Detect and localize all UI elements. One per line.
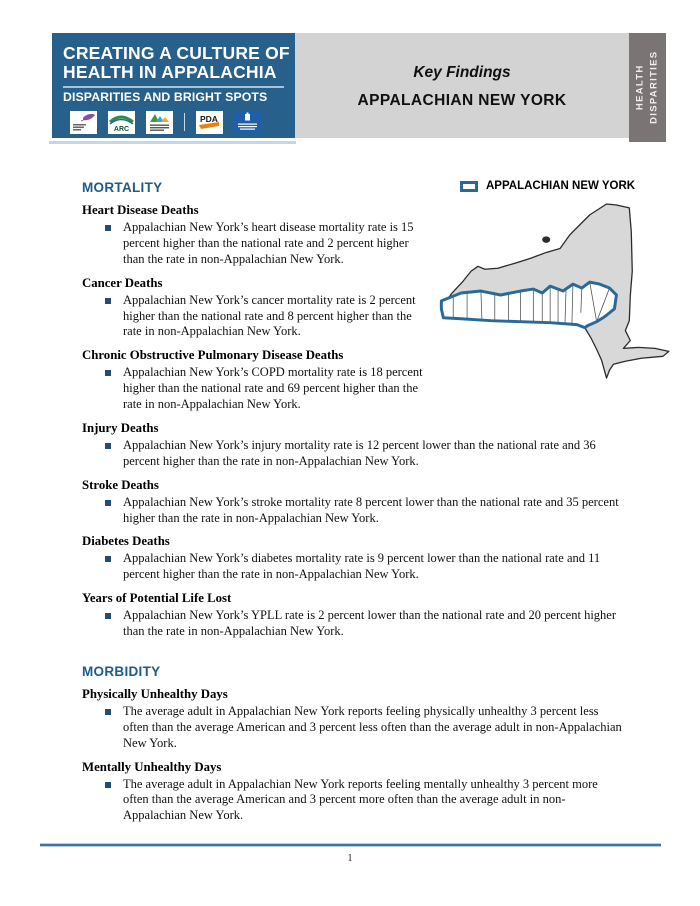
item-text: The average adult in Appalachian New York reports feeling mentally unhealthy 3 percent more often than the average American and 3 percent more often than the average adult in non-Appalachian New York. xyxy=(123,776,598,823)
square-bullet-icon xyxy=(105,443,111,449)
item-text: Appalachian New York’s YPLL rate is 2 percent lower than the national rate and 20 percent higher than the rate in non-Appalachian New York. xyxy=(123,608,617,638)
item-title: Injury Deaths xyxy=(82,420,159,435)
item-title: Chronic Obstructive Pulmonary Disease Deaths xyxy=(82,348,344,363)
footer-rule xyxy=(40,843,661,847)
square-bullet-icon xyxy=(105,225,111,231)
item-text: Appalachian New York’s COPD mortality rate is 18 percent higher than the national rate and 69 percent higher than the rate in non-Appalachian New York. xyxy=(123,365,423,411)
logo-divider xyxy=(184,113,185,131)
brand-subtitle: DISPARITIES AND BRIGHT SPOTS xyxy=(63,89,268,104)
doc-type-title: Key Findings xyxy=(413,63,511,81)
item-title: Heart Disease Deaths xyxy=(82,203,199,217)
brand-divider xyxy=(63,86,284,88)
section-items xyxy=(82,687,622,824)
healthy-kentucky-logo-icon xyxy=(146,111,173,134)
report-section xyxy=(82,664,622,824)
new-york-state-map xyxy=(434,202,696,385)
item-body xyxy=(82,495,622,527)
brand-title-line1: CREATING A CULTURE OF xyxy=(63,43,290,63)
section-heading: MORTALITY xyxy=(82,180,163,195)
finding-item xyxy=(82,421,622,470)
finding-item xyxy=(82,478,622,527)
square-bullet-icon xyxy=(105,613,111,619)
square-bullet-icon xyxy=(105,370,111,376)
item-body xyxy=(82,551,622,583)
side-tab-label xyxy=(633,51,662,124)
square-bullet-icon xyxy=(105,782,111,788)
finding-item xyxy=(82,760,622,825)
finding-item xyxy=(82,591,622,640)
square-bullet-icon xyxy=(105,556,111,562)
item-body xyxy=(82,220,427,268)
side-tab-health-disparities xyxy=(629,33,666,142)
item-title: Years of Potential Life Lost xyxy=(82,591,232,606)
rwjf-logo-icon xyxy=(70,111,97,134)
square-bullet-icon xyxy=(105,298,111,304)
item-body xyxy=(82,365,427,413)
item-body xyxy=(82,438,622,470)
square-bullet-icon xyxy=(105,500,111,506)
item-body xyxy=(82,704,622,752)
side-tab-line1: HEALTH xyxy=(634,64,646,111)
item-body xyxy=(82,293,427,341)
finding-item xyxy=(82,534,622,583)
section-heading: MORBIDITY xyxy=(82,663,161,679)
map-legend xyxy=(460,180,635,192)
report-header xyxy=(52,33,666,138)
doc-region-title: APPALACHIAN NEW YORK xyxy=(357,91,567,109)
brand-title-line2: HEALTH IN APPALACHIA xyxy=(63,62,277,83)
item-title: Cancer Deaths xyxy=(82,275,163,290)
item-title: Diabetes Deaths xyxy=(82,534,170,549)
page-number: 1 xyxy=(347,853,353,864)
content xyxy=(82,180,636,824)
item-body xyxy=(82,777,622,825)
legend-swatch-icon xyxy=(460,181,478,192)
svg-text:PDA: PDA xyxy=(200,113,218,124)
brand-block xyxy=(52,33,295,138)
header-shadow-line xyxy=(49,141,296,144)
partner-logos-row xyxy=(70,111,286,134)
map-figure xyxy=(427,180,636,380)
item-text: Appalachian New York’s heart disease mortality rate is 15 percent higher than the national rate and 2 percent higher than the rate in non-Appalachian New York. xyxy=(123,220,414,266)
side-tab-line2: DISPARITIES xyxy=(648,50,660,125)
svg-text:ARC: ARC xyxy=(113,125,130,133)
arc-logo-icon xyxy=(108,111,135,134)
item-body xyxy=(82,608,622,640)
legend-label: APPALACHIAN NEW YORK xyxy=(486,180,636,192)
item-title: Mentally Unhealthy Days xyxy=(82,759,222,774)
item-text: Appalachian New York’s injury mortality rate is 12 percent lower than the national rate and 36 percent higher than the rate in non-Appalachian New York. xyxy=(123,437,596,468)
item-text: Appalachian New York’s cancer mortality rate is 2 percent higher than the national rate and 8 percent higher than the rate in non-Appalachian New York. xyxy=(123,292,416,339)
item-title: Physically Unhealthy Days xyxy=(82,686,228,701)
square-bullet-icon xyxy=(105,709,111,715)
item-text: Appalachian New York’s diabetes mortality rate is 9 percent lower than the national rate and 11 percent higher than the rate in non-Appalachian New York. xyxy=(123,551,601,582)
pda-logo-icon xyxy=(196,111,223,134)
item-text: The average adult in Appalachian New York reports feeling physically unhealthy 3 percent less often than the average American and 3 percent less often than the average adult in non-Appalachian New York. xyxy=(123,703,622,750)
university-partner-logo-icon xyxy=(234,111,261,134)
item-title: Stroke Deaths xyxy=(82,477,159,492)
item-text: Appalachian New York’s stroke mortality rate 8 percent lower than the national rate and 35 percent higher than the rate in non-Appalachian New York. xyxy=(123,494,619,525)
finding-item xyxy=(82,687,622,752)
doc-title-block xyxy=(295,33,629,138)
